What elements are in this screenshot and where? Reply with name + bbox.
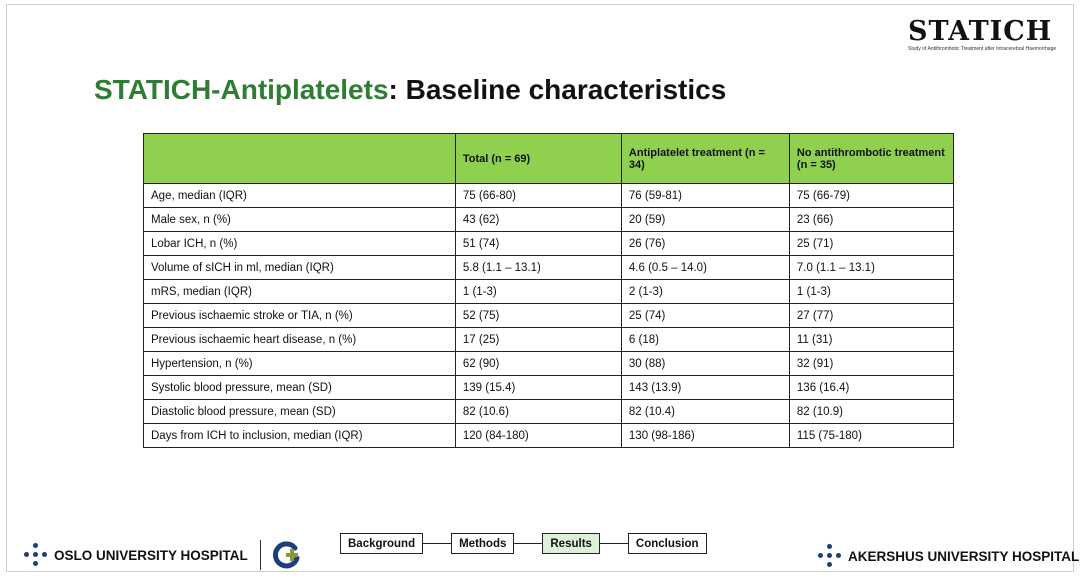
table-row: [144, 424, 954, 448]
value-cell: 139 (15.4): [455, 376, 621, 400]
value-cell: 6 (18): [621, 328, 789, 352]
table-row: [144, 184, 954, 208]
value-cell: 120 (84-180): [455, 424, 621, 448]
value-cell: 25 (71): [789, 232, 953, 256]
value-cell: 130 (98-186): [621, 424, 789, 448]
value-cell: 7.0 (1.1 – 13.1): [789, 256, 953, 280]
row-label-cell: Age, median (IQR): [144, 184, 456, 208]
table-body: [144, 184, 954, 448]
header-cell: Antiplatelet treatment (n = 34): [621, 134, 789, 184]
nav-connector: [514, 543, 542, 544]
table-header-row: [144, 134, 954, 184]
table-row: [144, 376, 954, 400]
baseline-table: [143, 133, 954, 448]
table-row: [144, 352, 954, 376]
header-cell: [144, 134, 456, 184]
header-cell: No antithrombotic treatment (n = 35): [789, 134, 953, 184]
value-cell: 75 (66-80): [455, 184, 621, 208]
table-row: [144, 400, 954, 424]
row-label-cell: Previous ischaemic stroke or TIA, n (%): [144, 304, 456, 328]
header-cell: Total (n = 69): [455, 134, 621, 184]
value-cell: 82 (10.4): [621, 400, 789, 424]
value-cell: 52 (75): [455, 304, 621, 328]
nav-methods[interactable]: Methods: [451, 533, 514, 554]
value-cell: 75 (66-79): [789, 184, 953, 208]
slide-title: [94, 74, 726, 106]
value-cell: 20 (59): [621, 208, 789, 232]
hospital-dots-icon: [24, 543, 48, 567]
section-nav: [340, 533, 707, 554]
oslo-hospital-logo: [24, 540, 301, 570]
value-cell: 23 (66): [789, 208, 953, 232]
title-accent: STATICH-Antiplatelets: [94, 74, 389, 105]
value-cell: 25 (74): [621, 304, 789, 328]
nav-connector: [423, 543, 451, 544]
row-label-cell: Lobar ICH, n (%): [144, 232, 456, 256]
value-cell: 11 (31): [789, 328, 953, 352]
value-cell: 1 (1-3): [789, 280, 953, 304]
table-row: [144, 256, 954, 280]
value-cell: 43 (62): [455, 208, 621, 232]
value-cell: 62 (90): [455, 352, 621, 376]
value-cell: 1 (1-3): [455, 280, 621, 304]
row-label-cell: Male sex, n (%): [144, 208, 456, 232]
oslo-hospital-name: OSLO UNIVERSITY HOSPITAL: [54, 547, 248, 563]
value-cell: 115 (75-180): [789, 424, 953, 448]
row-label-cell: Days from ICH to inclusion, median (IQR): [144, 424, 456, 448]
row-label-cell: Volume of sICH in ml, median (IQR): [144, 256, 456, 280]
akershus-hospital-logo: [818, 544, 1079, 568]
row-label-cell: Diastolic blood pressure, mean (SD): [144, 400, 456, 424]
table-row: [144, 304, 954, 328]
value-cell: 76 (59-81): [621, 184, 789, 208]
statich-logo: [908, 18, 1058, 54]
row-label-cell: mRS, median (IQR): [144, 280, 456, 304]
logo-tagline: Study of Antithrombotic Treatment after Intracerebral Haemorrhage: [908, 46, 1057, 52]
row-label-cell: Previous ischaemic heart disease, n (%): [144, 328, 456, 352]
nav-connector: [600, 543, 628, 544]
value-cell: 82 (10.9): [789, 400, 953, 424]
value-cell: 136 (16.4): [789, 376, 953, 400]
value-cell: 17 (25): [455, 328, 621, 352]
table-row: [144, 328, 954, 352]
value-cell: 143 (13.9): [621, 376, 789, 400]
row-label-cell: Systolic blood pressure, mean (SD): [144, 376, 456, 400]
partner-logo-icon: [271, 540, 301, 570]
footer-divider: [260, 540, 261, 570]
row-label-cell: Hypertension, n (%): [144, 352, 456, 376]
hospital-dots-icon: [818, 544, 842, 568]
value-cell: 4.6 (0.5 – 14.0): [621, 256, 789, 280]
logo-text: STATICH: [908, 16, 1053, 47]
value-cell: 51 (74): [455, 232, 621, 256]
table-row: [144, 232, 954, 256]
title-rest: : Baseline characteristics: [388, 74, 727, 105]
value-cell: 2 (1-3): [621, 280, 789, 304]
value-cell: 30 (88): [621, 352, 789, 376]
nav-conclusion[interactable]: Conclusion: [628, 533, 707, 554]
nav-background[interactable]: Background: [340, 533, 423, 554]
akershus-hospital-name: AKERSHUS UNIVERSITY HOSPITAL: [848, 548, 1080, 564]
logo-wordmark: [908, 18, 1058, 45]
value-cell: 32 (91): [789, 352, 953, 376]
value-cell: 26 (76): [621, 232, 789, 256]
table-row: [144, 208, 954, 232]
value-cell: 82 (10.6): [455, 400, 621, 424]
value-cell: 27 (77): [789, 304, 953, 328]
nav-results[interactable]: Results: [542, 533, 600, 554]
value-cell: 5.8 (1.1 – 13.1): [455, 256, 621, 280]
table-row: [144, 280, 954, 304]
